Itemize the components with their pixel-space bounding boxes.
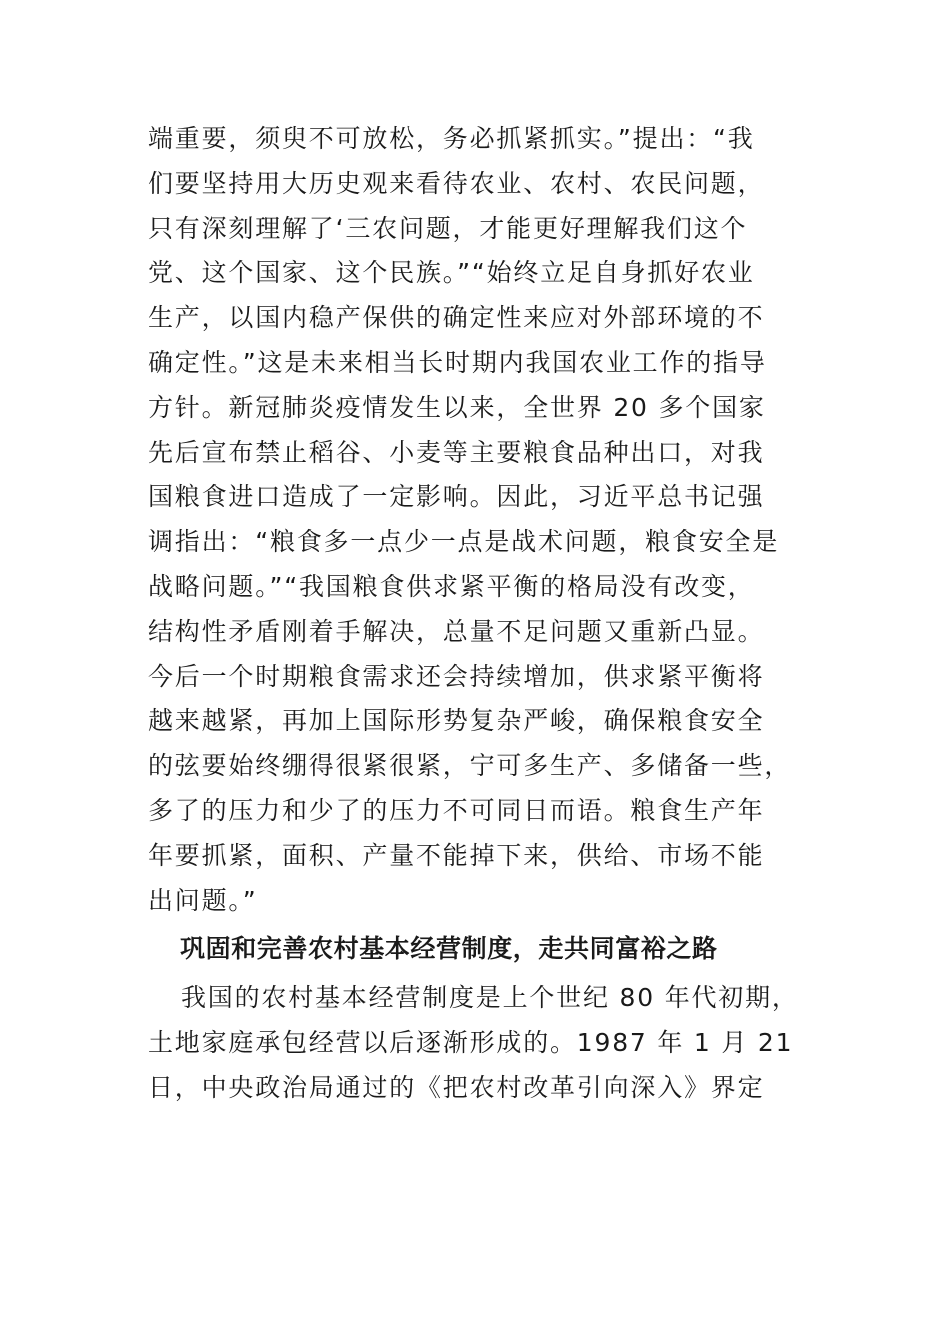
paragraph-line: 出问题。” xyxy=(148,885,258,915)
paragraph-line: 确定性。”这是未来相当长时期内我国农业工作的指导 xyxy=(148,347,767,377)
paragraph-line: 方针。新冠肺炎疫情发生以来，全世界 20 多个国家 xyxy=(148,392,766,422)
document-body xyxy=(148,117,812,1111)
paragraph-line: 生产，以国内稳产保供的确定性来应对外部环境的不 xyxy=(148,303,765,333)
paragraph-line: 们要坚持用大历史观来看待农业、农村、农民问题， xyxy=(148,168,765,198)
paragraph-line: 的弦要始终绷得很紧很紧，宁可多生产、多储备一些， xyxy=(148,751,792,781)
paragraph-line: 年要抓紧，面积、产量不能掉下来，供给、市场不能 xyxy=(148,840,765,870)
paragraph-line: 今后一个时期粮食需求还会持续增加，供求紧平衡将 xyxy=(148,661,765,691)
paragraph-line: 结构性矛盾刚着手解决，总量不足问题又重新凸显。 xyxy=(148,616,765,646)
paragraph-line: 越来越紧，再加上国际形势复杂严峻，确保粮食安全 xyxy=(148,706,765,736)
paragraph-1 xyxy=(148,117,812,923)
paragraph-line: 多了的压力和少了的压力不可同日而语。粮食生产年 xyxy=(148,795,765,825)
paragraph-line: 日，中央政治局通过的《把农村改革引向深入》界定 xyxy=(148,1072,765,1102)
paragraph-line: 党、这个国家、这个民族。”“始终立足自身抓好农业 xyxy=(148,258,755,288)
paragraph-line: 土地家庭承包经营以后逐渐形成的。1987 年 1 月 21 xyxy=(148,1027,794,1057)
paragraph-line: 战略问题。”“我国粮食供求紧平衡的格局没有改变， xyxy=(148,571,755,601)
paragraph-line: 调指出：“粮食多一点少一点是战术问题，粮食安全是 xyxy=(148,527,780,557)
paragraph-line: 我国的农村基本经营制度是上个世纪 80 年代初期， xyxy=(181,983,799,1013)
paragraph-line: 国粮食进口造成了一定影响。因此，习近平总书记强 xyxy=(148,482,765,512)
section-heading: 巩固和完善农村基本经营制度，走共同富裕之路 xyxy=(180,934,718,964)
paragraph-2 xyxy=(148,976,812,1110)
paragraph-line: 端重要，须臾不可放松，务必抓紧抓实。”提出：“我 xyxy=(148,124,755,153)
paragraph-line: 先后宣布禁止稻谷、小麦等主要粮食品种出口，对我 xyxy=(148,437,765,467)
paragraph-line: 只有深刻理解了‘三农问题，才能更好理解我们这个 xyxy=(148,213,748,243)
